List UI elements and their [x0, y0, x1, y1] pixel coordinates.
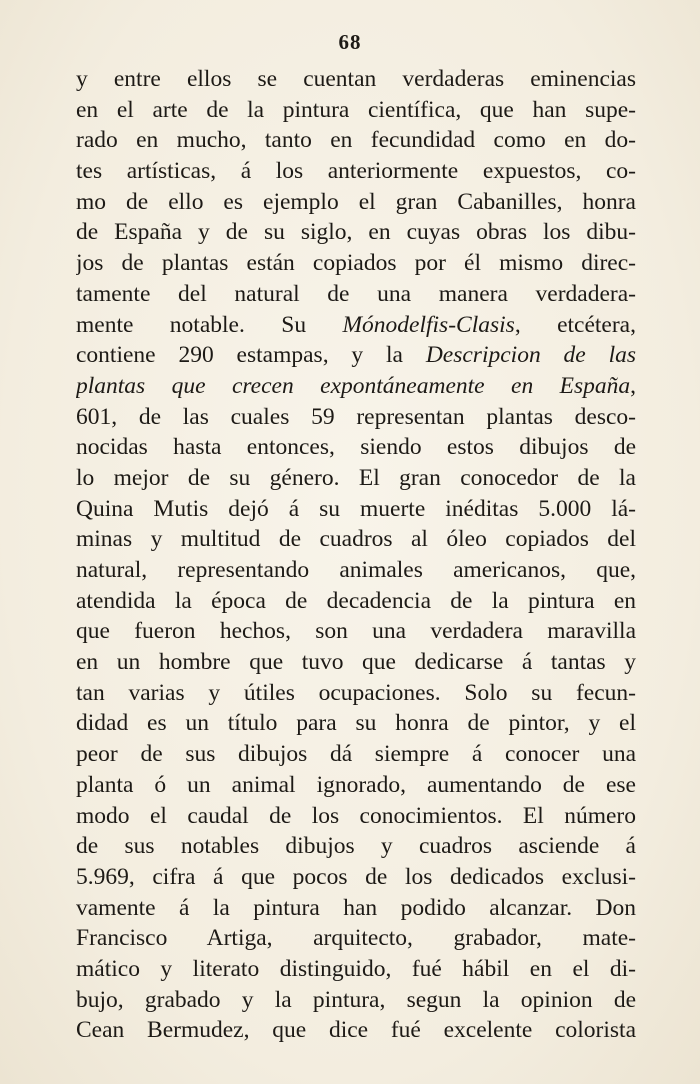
text-line — [76, 985, 636, 1016]
text-line — [76, 801, 636, 832]
text-run: lo mejor de su género. El gran conocedor de la — [76, 464, 636, 491]
text-line — [76, 340, 636, 371]
text-run: natural, representando animales americanos, que, — [76, 557, 636, 583]
text-line — [76, 156, 636, 187]
text-line — [76, 371, 636, 402]
text-run: Francisco Artiga, arquitecto, grabador, mate- — [76, 925, 636, 952]
text-run: de sus notables dibujos y cuadros asciende á — [76, 833, 636, 860]
text-line — [76, 64, 636, 95]
text-line — [76, 862, 636, 893]
text-run: peor de sus dibujos dá siempre á conocer una — [76, 741, 636, 768]
text-run: tes artísticas, á los anteriormente expuestos, co- — [76, 158, 636, 185]
text-line — [76, 310, 636, 341]
text-run: mático y literato distinguido, fué hábil en el di- — [76, 955, 636, 982]
text-line — [76, 954, 636, 985]
text-line — [76, 187, 636, 218]
text-run: modo el caudal de los conocimientos. El número — [76, 802, 636, 829]
text-line — [76, 125, 636, 156]
text-run: de España y de su siglo, en cuyas obras los dibu- — [76, 219, 636, 246]
text-line — [76, 647, 636, 678]
text-run: mo de ello es ejemplo el gran Cabanilles, honra — [76, 188, 636, 215]
text-line — [76, 524, 636, 555]
text-line — [76, 1015, 636, 1046]
text-run: Cean Bermudez, que dice fué excelente colorista — [76, 1017, 636, 1044]
text-run: bujo, grabado y la pintura, segun la opinion de — [76, 986, 636, 1013]
italic-title: Descripcion de las — [425, 342, 636, 369]
text-run: contiene 290 estampas, y la — [76, 342, 426, 369]
text-run: 601, de las cuales 59 representan plantas desco- — [76, 403, 636, 430]
text-line — [76, 831, 636, 862]
text-line — [76, 402, 636, 433]
text-run: vamente á la pintura han podido alcanzar. Don — [76, 894, 636, 921]
text-run: rado en mucho, tanto en fecundidad como en do- — [76, 127, 636, 154]
page-number: 68 — [338, 30, 362, 54]
text-run: atendida la época de decadencia de la pintura en — [76, 587, 636, 614]
text-run: didad es un título para su honra de pintor, y el — [76, 710, 636, 737]
text-line — [76, 555, 636, 586]
text-line — [76, 893, 636, 924]
text-line — [76, 739, 636, 770]
text-run: , — [630, 372, 636, 399]
text-run: tamente del natural de una manera verdadera- — [76, 280, 636, 307]
text-line — [76, 923, 636, 954]
text-line — [76, 770, 636, 801]
text-run: jos de plantas están copiados por él mismo direc- — [76, 250, 636, 277]
text-run: minas y multitud de cuadros al óleo copiados del — [76, 526, 636, 553]
text-line — [76, 248, 636, 279]
text-run: y entre ellos se cuentan verdaderas eminencias — [76, 66, 636, 92]
text-line — [76, 279, 636, 310]
text-line — [76, 616, 636, 647]
text-line — [76, 95, 636, 126]
text-run: planta ó un animal ignorado, aumentando de ese — [76, 771, 636, 798]
text-run: que fueron hechos, son una verdadera maravilla — [76, 618, 636, 645]
italic-title: plantas que crecen expontáneamente en España — [76, 372, 631, 399]
text-line — [76, 432, 636, 463]
text-run: , etcétera, — [514, 311, 636, 338]
text-line — [76, 494, 636, 525]
text-run: mente notable. Su — [76, 311, 343, 338]
text-run: Quina Mutis dejó á su muerte inéditas 5.000 lá- — [76, 495, 636, 522]
body-text — [76, 64, 636, 1046]
text-run: nocidas hasta entonces, siendo estos dibujos de — [76, 434, 636, 461]
text-line — [76, 217, 636, 248]
text-run: en un hombre que tuvo que dedicarse á tantas y — [76, 649, 636, 676]
italic-title: Mónodelfis-Clasis — [342, 311, 515, 338]
text-run: tan varias y útiles ocupaciones. Solo su fecun- — [76, 679, 636, 706]
text-line — [76, 708, 636, 739]
text-line — [76, 463, 636, 494]
text-run: en el arte de la pintura científica, que han supe- — [76, 96, 636, 123]
text-line — [76, 678, 636, 709]
text-run: 5.969, cifra á que pocos de los dedicados exclusi- — [76, 863, 636, 890]
text-line — [76, 586, 636, 617]
